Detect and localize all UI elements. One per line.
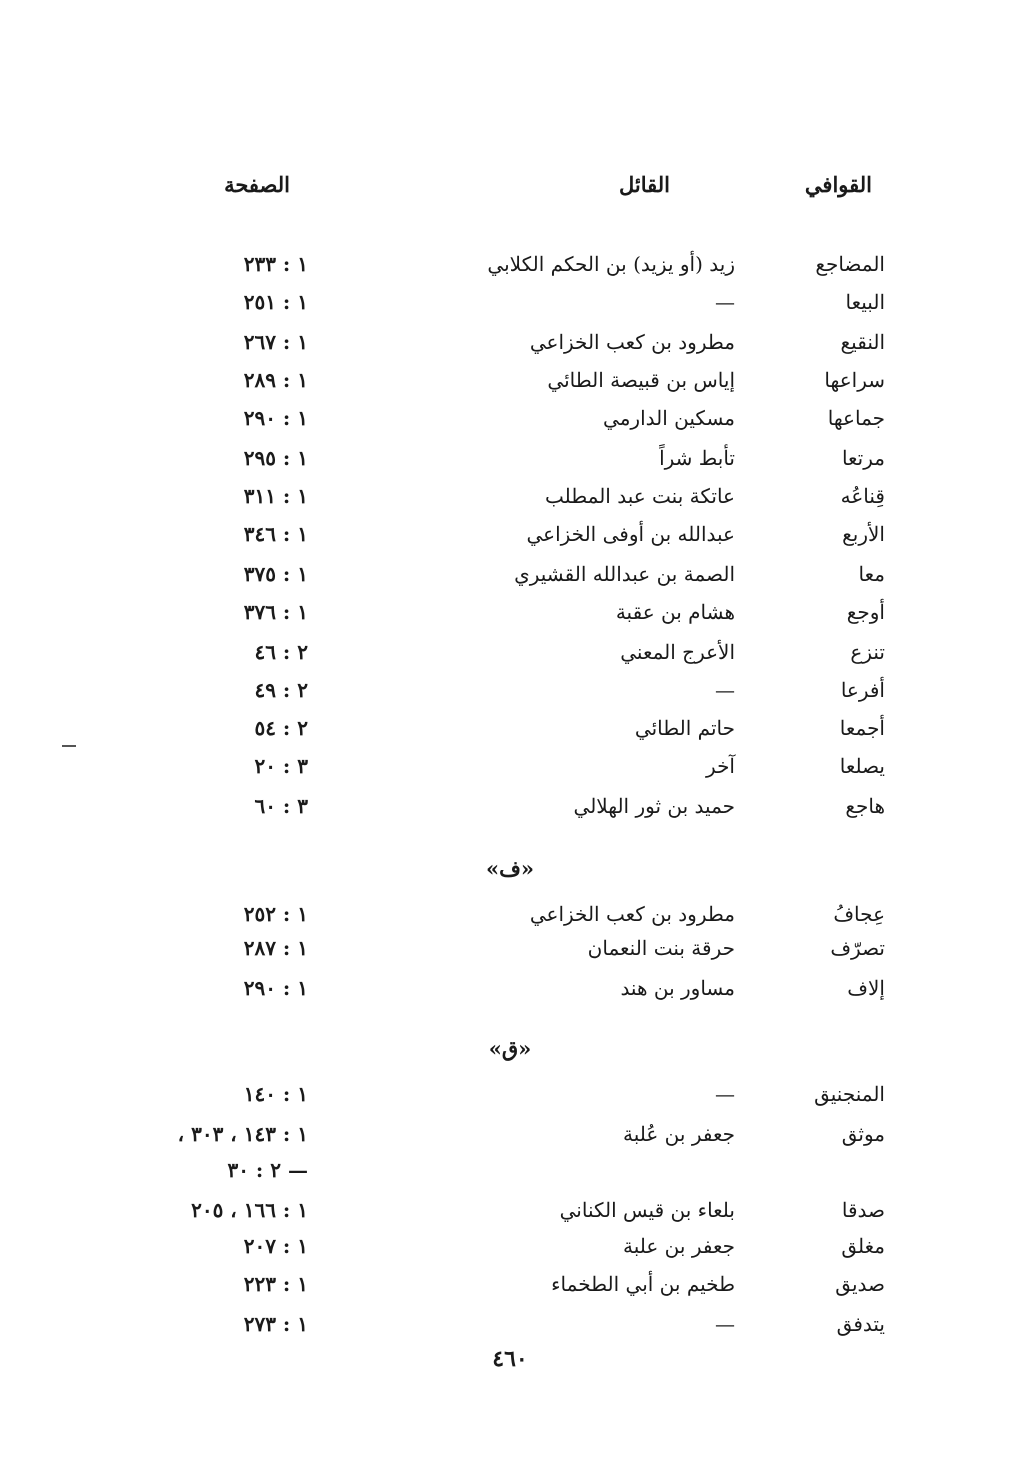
table-row	[0, 594, 1020, 630]
rhyme-word: صديق	[835, 1272, 885, 1296]
table-row	[0, 1076, 1020, 1112]
table-row	[0, 478, 1020, 514]
speaker-name: الأعرج المعني	[620, 640, 735, 664]
rhyme-word: إلاف	[847, 976, 885, 1000]
speaker-name: آخر	[706, 754, 735, 778]
rhyme-word: عِجافُ	[833, 902, 885, 926]
table-row	[0, 748, 1020, 784]
speaker-name: مطرود بن كعب الخزاعي	[529, 902, 735, 926]
table-row	[0, 440, 1020, 476]
rhyme-word: النقيع	[840, 330, 885, 354]
speaker-name: الصمة بن عبدالله القشيري	[514, 562, 735, 586]
page-ref: — ٢ : ٣٠	[227, 1158, 308, 1182]
rhyme-word: جماعها	[827, 406, 885, 430]
header-page: الصفحة	[224, 172, 290, 197]
speaker-name: جعفر بن علبة	[623, 1234, 735, 1258]
speaker-name: —	[715, 1312, 735, 1336]
page-ref: ١ : ٢٦٧	[243, 330, 308, 354]
header-rhymes: القوافي	[804, 172, 872, 197]
table-header	[0, 172, 1020, 212]
speaker-name: عبدالله بن أوفى الخزاعي	[526, 522, 735, 546]
section-heading-qaf: «ق»	[488, 1036, 532, 1061]
page-ref: ١ : ٢٨٩	[243, 368, 308, 392]
speaker-name: إياس بن قبيصة الطائي	[547, 368, 735, 392]
rhyme-word: يتدفق	[836, 1312, 885, 1336]
speaker-name: عاتكة بنت عبد المطلب	[544, 484, 735, 508]
rhyme-word: صدقا	[841, 1198, 885, 1222]
rhyme-word: المضاجع	[815, 252, 885, 276]
rhyme-word: أجمعا	[839, 716, 885, 740]
table-row	[0, 672, 1020, 708]
page-ref: ٢ : ٤٦	[254, 640, 308, 664]
rhyme-word: هاجع	[845, 794, 885, 818]
page-ref: ١ : ٣٤٦	[243, 522, 308, 546]
page-ref: ١ : ٢٧٣	[243, 1312, 308, 1336]
table-row	[0, 1228, 1020, 1264]
rhyme-word: المنجنيق	[814, 1082, 885, 1106]
speaker-name: —	[715, 678, 735, 702]
page-ref: ٣ : ٦٠	[254, 794, 308, 818]
page-number: ٤٦٠	[492, 1346, 528, 1372]
table-row	[0, 362, 1020, 398]
rhyme-word: قِناعُه	[840, 484, 885, 508]
page-ref: ١ : ٢٠٧	[243, 1234, 308, 1258]
table-row	[0, 1266, 1020, 1302]
page-ref: ١ : ٢٥١	[243, 290, 308, 314]
page-ref: ١ : ٣٧٦	[243, 600, 308, 624]
rhyme-word: سراعها	[824, 368, 885, 392]
margin-mark	[62, 745, 76, 747]
rhyme-word: البيعا	[845, 290, 885, 314]
rhyme-word: مغلق	[841, 1234, 885, 1258]
table-row	[0, 324, 1020, 360]
rhyme-word: مرتعا	[841, 446, 885, 470]
table-row	[0, 246, 1020, 282]
rhyme-word: معا	[858, 562, 885, 586]
page-ref: ٣ : ٢٠	[254, 754, 308, 778]
speaker-name: مطرود بن كعب الخزاعي	[529, 330, 735, 354]
page-ref: ١ : ١٤٠	[243, 1082, 308, 1106]
page-ref: ١ : ٢٩٠	[243, 976, 308, 1000]
table-row	[0, 930, 1020, 966]
page-ref: ١ : ٣٧٥	[243, 562, 308, 586]
rhyme-word: يصلعا	[839, 754, 885, 778]
table-row	[0, 710, 1020, 746]
table-row	[0, 896, 1020, 932]
page-ref: ٢ : ٤٩	[254, 678, 308, 702]
table-row	[0, 970, 1020, 1006]
rhyme-word: أفرعا	[840, 678, 885, 702]
table-row	[0, 634, 1020, 670]
table-row	[0, 516, 1020, 552]
speaker-name: هشام بن عقبة	[615, 600, 735, 624]
speaker-name: مسكين الدارمي	[603, 406, 735, 430]
table-row	[0, 400, 1020, 436]
speaker-name: بلعاء بن قيس الكناني	[559, 1198, 735, 1222]
section-heading-fa: «ف»	[485, 856, 535, 881]
speaker-name: حميد بن ثور الهلالي	[573, 794, 735, 818]
table-row	[0, 556, 1020, 592]
rhyme-word: الأربع	[842, 522, 885, 546]
table-row	[0, 1192, 1020, 1228]
speaker-name: زيد (أو يزيد) بن الحكم الكلابي	[487, 252, 735, 276]
header-speaker: القائل	[618, 172, 670, 197]
rhyme-word: موثق	[841, 1122, 885, 1146]
rhyme-word: تنزع	[850, 640, 885, 664]
page-ref: ١ : ١٤٣ ، ٣٠٣ ،	[177, 1122, 308, 1146]
page-ref: ١ : ٣١١	[243, 484, 308, 508]
speaker-name: حاتم الطائي	[634, 716, 735, 740]
page-ref: ١ : ٢٥٢	[243, 902, 308, 926]
page-ref: ١ : ٢٢٣	[243, 1272, 308, 1296]
table-row	[0, 1306, 1020, 1342]
page-ref: ٢ : ٥٤	[254, 716, 308, 740]
page-ref: ١ : ٢٩٥	[243, 446, 308, 470]
table-row	[0, 284, 1020, 320]
rhyme-word: تصرّف	[830, 936, 885, 960]
speaker-name: مساور بن هند	[620, 976, 735, 1000]
page-ref: ١ : ٢٨٧	[243, 936, 308, 960]
table-row	[0, 788, 1020, 824]
speaker-name: حرقة بنت النعمان	[587, 936, 735, 960]
page-ref: ١ : ١٦٦ ، ٢٠٥	[191, 1198, 308, 1222]
speaker-name: طخيم بن أبي الطخماء	[551, 1272, 735, 1296]
rhyme-word: أوجع	[846, 600, 885, 624]
table-row	[0, 1152, 1020, 1188]
speaker-name: جعفر بن عُلبة	[623, 1122, 735, 1146]
table-row	[0, 1116, 1020, 1152]
page-ref: ١ : ٢٩٠	[243, 406, 308, 430]
speaker-name: —	[715, 290, 735, 314]
speaker-name: تأبط شراً	[659, 446, 735, 470]
page-ref: ١ : ٢٣٣	[243, 252, 308, 276]
speaker-name: —	[715, 1082, 735, 1106]
